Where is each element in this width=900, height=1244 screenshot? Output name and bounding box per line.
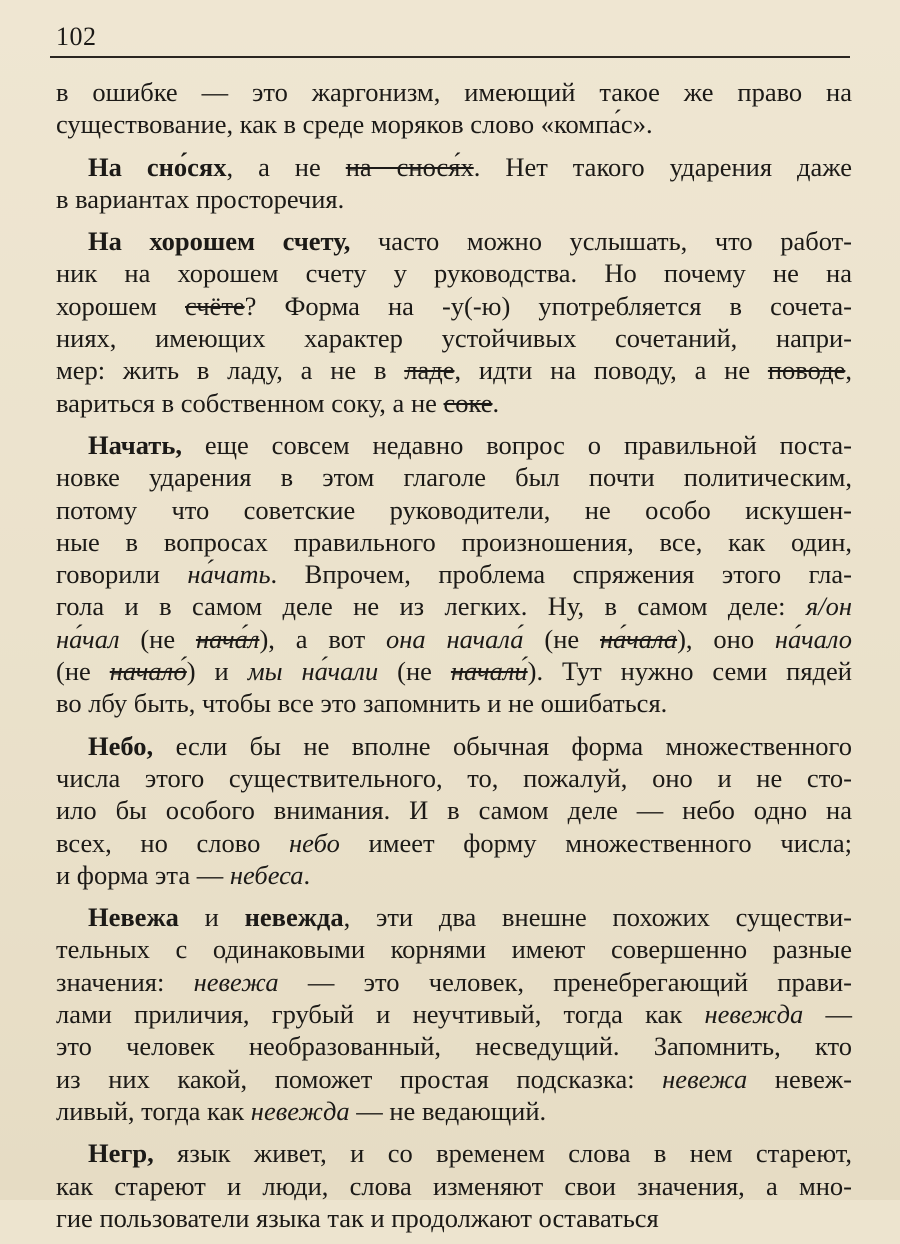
text-line xyxy=(56,494,852,526)
italic-word: невежда xyxy=(704,999,804,1030)
text-line xyxy=(56,859,852,891)
page-header xyxy=(50,18,850,58)
text-segment: . Нет такого ударения даже xyxy=(473,151,852,182)
text-line xyxy=(56,354,852,386)
text-line xyxy=(56,76,852,108)
text-segment: язык живет, и со временем слова в нем стареют, xyxy=(153,1138,852,1169)
text-line xyxy=(56,151,852,183)
bold-term: Невежа xyxy=(88,902,179,933)
text-segment: гола и в самом деле не из легких. Ну, в самом деле: xyxy=(56,591,806,622)
text-line xyxy=(56,687,852,719)
bold-term: Начать, xyxy=(88,429,182,460)
paragraph xyxy=(56,225,852,419)
text-segment: в вариантах просторечия. xyxy=(56,183,345,214)
text-segment: , xyxy=(845,355,852,386)
text-segment: если бы не вполне обычная форма множественного xyxy=(153,730,852,761)
text-segment: ? Форма на -у(-ю) употребляется в сочета- xyxy=(244,290,852,321)
body-text xyxy=(56,76,852,1244)
text-line xyxy=(56,794,852,826)
paragraph xyxy=(56,1137,852,1234)
italic-word: на́чало xyxy=(774,623,852,654)
text-segment: имеет форму множественного числа; xyxy=(339,827,852,858)
italic-word: мы на́чали xyxy=(247,656,379,687)
struck-form: соке xyxy=(443,387,493,418)
text-line xyxy=(56,387,852,419)
text-segment: (не xyxy=(523,623,601,654)
text-line xyxy=(56,655,852,687)
italic-word: небеса xyxy=(229,859,304,890)
text-line xyxy=(56,225,852,257)
text-segment: новке ударения в этом глаголе был почти политическим, xyxy=(56,462,852,493)
text-segment: лами приличия, грубый и неучтивый, тогда как xyxy=(56,999,705,1030)
text-segment: тельных с одинаковыми корнями имеют совершенно разные xyxy=(56,934,852,965)
text-line xyxy=(56,762,852,794)
struck-form: на снося́х xyxy=(345,151,474,182)
text-line xyxy=(56,1202,852,1234)
bold-term: На сно́сях xyxy=(88,151,227,182)
italic-word: на́чал xyxy=(56,623,120,654)
text-line xyxy=(56,998,852,1030)
text-segment: ило бы особого внимания. И в самом деле — небо одно на xyxy=(56,795,852,826)
bold-term: На хорошем счету, xyxy=(88,226,351,257)
bold-term: невежда xyxy=(244,902,344,933)
paragraph xyxy=(56,76,852,141)
text-segment: часто можно услышать, что работ- xyxy=(350,226,852,257)
italic-word: небо xyxy=(289,827,340,858)
text-segment: (не xyxy=(56,656,110,687)
text-line xyxy=(56,623,852,655)
text-segment: говорили xyxy=(56,559,188,590)
text-line xyxy=(56,1137,852,1169)
text-segment: во лбу быть, чтобы все это запомнить и не ошибаться. xyxy=(56,688,668,719)
text-line xyxy=(56,322,852,354)
text-segment: числа этого существительного, то, пожалуй, оно и не сто- xyxy=(56,762,852,793)
text-line xyxy=(56,1063,852,1095)
text-segment: (не xyxy=(378,656,451,687)
text-line xyxy=(56,183,852,215)
text-segment: хорошем xyxy=(56,290,185,321)
text-line xyxy=(56,730,852,762)
text-segment: ) и xyxy=(186,656,248,687)
text-segment: , эти два внешне похожих существи- xyxy=(343,902,853,933)
italic-word: невежда xyxy=(250,1095,350,1126)
page-number: 102 xyxy=(56,22,97,51)
text-line xyxy=(56,108,852,140)
text-line xyxy=(56,461,852,493)
italic-word: она начала́ xyxy=(386,623,524,654)
bold-term: Негр, xyxy=(88,1138,154,1169)
text-segment: невеж- xyxy=(747,1063,852,1094)
header-rule xyxy=(50,56,850,58)
text-line xyxy=(56,1095,852,1127)
text-segment: всех, но слово xyxy=(56,827,290,858)
text-segment: , а не xyxy=(226,151,346,182)
italic-word: я/он xyxy=(805,591,852,622)
struck-form: начало́ xyxy=(109,656,187,687)
text-segment: ), оно xyxy=(677,623,775,654)
italic-word: на́чать xyxy=(187,559,271,590)
text-segment: вариться в собственном соку, а не xyxy=(56,387,444,418)
italic-word: невежа xyxy=(193,966,279,997)
text-line xyxy=(56,590,852,622)
text-segment: из них какой, поможет простая подсказка: xyxy=(56,1063,663,1094)
text-line xyxy=(56,933,852,965)
text-line xyxy=(56,1170,852,1202)
text-segment: . xyxy=(492,387,500,418)
text-segment: ), а вот xyxy=(259,623,386,654)
text-segment: потому что советские руководители, не особо искушен- xyxy=(56,494,852,525)
text-segment: в ошибке — это жаргонизм, имеющий такое же право на xyxy=(56,77,852,107)
text-segment: ниях, имеющих характер устойчивых сочетаний, напри- xyxy=(56,323,852,354)
text-segment: и форма эта — xyxy=(56,859,230,890)
text-segment: мер: жить в ладу, а не в xyxy=(56,355,405,386)
paragraph xyxy=(56,730,852,891)
text-line xyxy=(56,526,852,558)
text-segment: ливый, тогда как xyxy=(56,1095,251,1126)
text-segment: гие пользователи языка так и продолжают оставаться xyxy=(56,1202,659,1233)
paragraph xyxy=(56,151,852,216)
text-segment: . xyxy=(303,859,311,890)
text-line xyxy=(56,901,852,933)
text-segment: ные в вопросах правильного произношения, все, как один, xyxy=(56,526,852,557)
struck-form: на́чала xyxy=(600,623,678,654)
text-segment: — не ведающий. xyxy=(349,1095,547,1126)
text-segment: — это человек, пренебрегающий прави- xyxy=(278,966,852,997)
struck-form: начали́ xyxy=(450,656,528,687)
text-segment: (не xyxy=(119,623,196,654)
text-segment: значения: xyxy=(56,966,194,997)
text-segment: и xyxy=(178,902,245,933)
text-line xyxy=(56,558,852,590)
text-line xyxy=(56,1030,852,1062)
text-segment: еще совсем недавно вопрос о правильной поста- xyxy=(181,429,852,460)
struck-form: счёте xyxy=(185,290,245,321)
text-segment: ). Тут нужно семи пядей xyxy=(527,656,852,687)
text-segment: , идти на поводу, а не xyxy=(454,355,768,386)
text-line xyxy=(56,429,852,461)
text-segment: ник на хорошем счету у руководства. Но почему не на xyxy=(56,258,852,289)
struck-form: ладе xyxy=(404,355,455,386)
text-line xyxy=(56,827,852,859)
text-segment: . Впрочем, проблема спряжения этого гла- xyxy=(270,559,852,590)
text-segment: как стареют и люди, слова изменяют свои значения, а мно- xyxy=(56,1170,852,1201)
text-segment: существование, как в среде моряков слово «компа́с». xyxy=(56,109,653,140)
paragraph xyxy=(56,901,852,1127)
text-segment: это человек необразованный, несведущий. Запомнить, кто xyxy=(56,1031,852,1062)
struck-form: поводе xyxy=(767,355,846,386)
text-line xyxy=(56,257,852,289)
italic-word: невежа xyxy=(662,1063,748,1094)
struck-form: нача́л xyxy=(195,623,260,654)
paragraph xyxy=(56,429,852,720)
text-line xyxy=(56,966,852,998)
text-segment: — xyxy=(803,999,853,1030)
bold-term: Небо, xyxy=(88,730,154,761)
text-line xyxy=(56,290,852,322)
